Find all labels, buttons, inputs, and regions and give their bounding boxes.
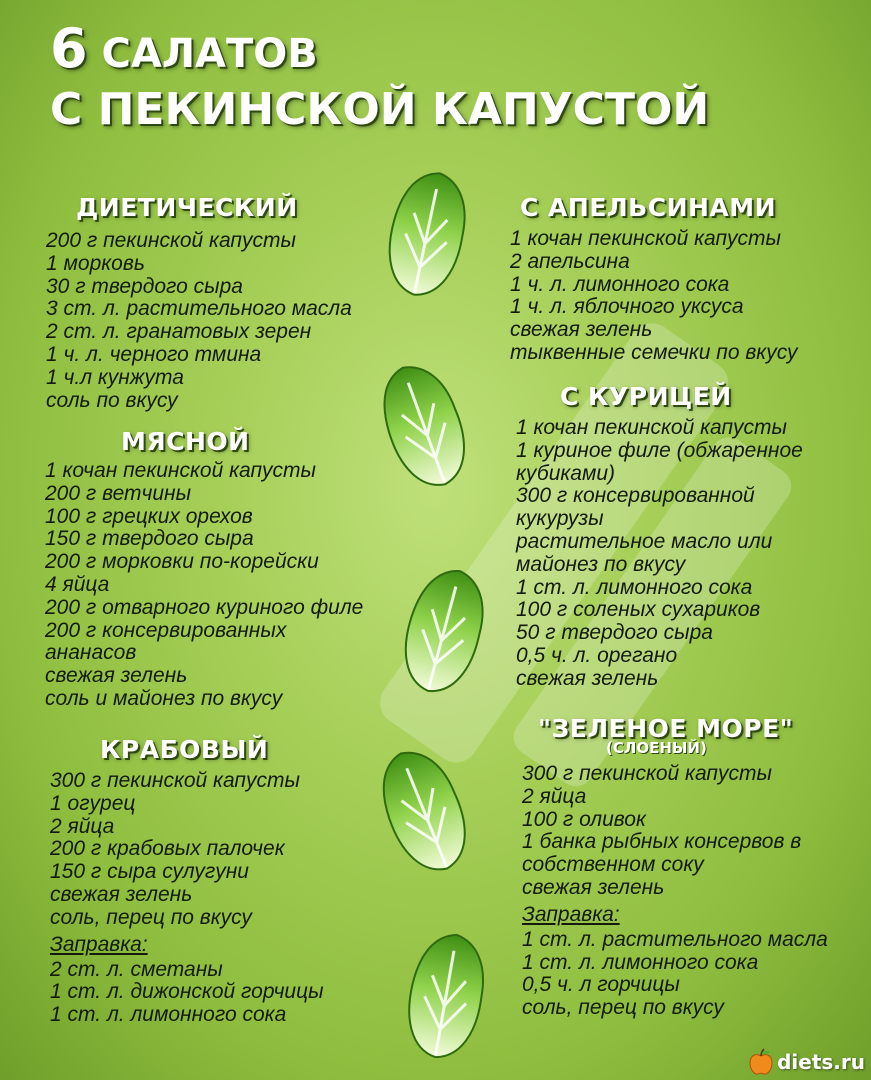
ingredient: 100 г грецких орехов [45, 504, 253, 528]
ingredient: 0,5 ч. л. орегано [516, 643, 678, 667]
ingredient: 200 г морковки по-корейски [45, 550, 319, 574]
dressing-label: Заправка: [50, 932, 148, 956]
dressing-item: 2 ст. л. сметаны [50, 957, 223, 981]
ingredient: свежая зелень [50, 882, 193, 906]
title-number: 6 [50, 17, 88, 80]
ingredient: 1 кочан пекинской капусты [516, 416, 787, 439]
recipe-title: КРАБОВЫЙ [100, 735, 269, 764]
dressing-item: 1 ст. л. лимонного сока [50, 1003, 287, 1027]
ingredient: свежая зелень [45, 664, 188, 688]
dressing-label: Заправка: [522, 902, 620, 926]
ingredient: 1 ч.л кунжута [46, 365, 184, 389]
recipe-crab [50, 735, 324, 1027]
recipe-chicken [516, 382, 803, 691]
ingredient: 2 яйца [50, 814, 115, 838]
ingredient: 1 кочан пекинской капусты [510, 227, 781, 250]
page-title [50, 17, 710, 139]
ingredient: 2 апельсина [510, 249, 630, 273]
ingredient: 150 г твердого сыра [45, 527, 254, 551]
ingredient: ананасов [45, 641, 137, 665]
ingredient: собственном соку [522, 853, 704, 877]
apple-logo-icon [748, 1048, 774, 1076]
ingredient-list [516, 417, 803, 691]
recipe-meat [45, 427, 363, 711]
title-line1: САЛАТОВ [101, 31, 318, 77]
ingredient-list [50, 770, 324, 930]
ingredient: 1 ч. л. черного тмина [46, 342, 262, 366]
ingredient-list [522, 763, 828, 900]
ingredient: 1 кочан пекинской капусты [45, 459, 316, 482]
recipe-title: "ЗЕЛЕНОЕ МОРЕ" [538, 714, 794, 743]
dressing-list [522, 929, 828, 1020]
ingredient: растительное масло или [516, 529, 773, 553]
ingredient-list [46, 230, 352, 412]
ingredient: 300 г пекинской капусты [522, 762, 772, 785]
ingredient: свежая зелень [516, 666, 659, 690]
ingredient: 1 ст. л. лимонного сока [516, 575, 753, 599]
ingredient: майонез по вкусу [516, 552, 686, 576]
ingredient-list [510, 228, 797, 365]
title-line2: С ПЕКИНСКОЙ КАПУСТОЙ [50, 84, 710, 135]
recipe-green-sea [522, 714, 828, 1020]
ingredient: соль, перец по вкусу [50, 905, 252, 929]
ingredient: 300 г консервированной [516, 484, 755, 508]
ingredient: 2 яйца [522, 784, 587, 808]
ingredient: свежая зелень [522, 875, 665, 899]
cabbage-icon [398, 565, 490, 697]
ingredient: 1 ч. л. яблочного уксуса [510, 295, 744, 319]
recipe-title: С КУРИЦЕЙ [560, 382, 732, 411]
cabbage-icon [378, 745, 470, 877]
ingredient: кубиками) [516, 461, 616, 485]
recipe-orange [510, 193, 797, 365]
recipe-title: С АПЕЛЬСИНАМИ [520, 193, 777, 222]
dressing-item: 1 ст. л. растительного масла [522, 927, 828, 951]
ingredient-list [45, 460, 363, 711]
ingredient: 200 г пекинской капусты [46, 229, 296, 252]
dressing-item: соль, перец по вкусу [522, 996, 724, 1020]
ingredient: 200 г крабовых палочек [50, 837, 285, 861]
ingredient: 50 г твердого сыра [516, 621, 713, 645]
ingredient: кукурузы [516, 507, 604, 531]
ingredient: 3 ст. л. растительного масла [46, 297, 352, 321]
ingredient: 100 г оливок [522, 807, 646, 831]
dressing-item: 0,5 ч. л горчицы [522, 973, 680, 997]
ingredient: 300 г пекинской капусты [50, 769, 300, 792]
ingredient: 200 г ветчины [45, 481, 192, 505]
ingredient: 2 ст. л. гранатовых зерен [46, 320, 312, 344]
dressing-item: 1 ст. л. лимонного сока [522, 950, 759, 974]
dressing-list [50, 959, 324, 1027]
ingredient: соль по вкусу [46, 388, 178, 412]
cabbage-icon [382, 168, 472, 300]
ingredient: 1 морковь [46, 251, 145, 275]
ingredient: 1 банка рыбных консервов в [522, 830, 802, 854]
ingredient: 4 яйца [45, 572, 110, 596]
logo-text: diets.ru [777, 1050, 865, 1074]
ingredient: 1 огурец [50, 791, 136, 815]
recipe-dietary [46, 193, 352, 412]
recipe-subtitle: (СЛОЕНЫЙ) [606, 739, 707, 757]
site-logo[interactable] [748, 1048, 865, 1076]
ingredient: свежая зелень [510, 318, 653, 342]
ingredient: 30 г твердого сыра [46, 274, 243, 298]
cabbage-icon [400, 930, 492, 1062]
ingredient: 150 г сыра сулугуни [50, 860, 249, 884]
recipe-title: ДИЕТИЧЕСКИЙ [76, 193, 298, 222]
ingredient: 200 г консервированных [45, 618, 287, 642]
ingredient: 1 ч. л. лимонного сока [510, 272, 730, 296]
recipe-title: МЯСНОЙ [121, 427, 250, 456]
ingredient: тыквенные семечки по вкусу [510, 340, 798, 364]
cabbage-icon [378, 360, 470, 492]
ingredient: 200 г отварного куриного филе [45, 595, 364, 619]
ingredient: 1 куриное филе (обжаренное [516, 438, 803, 462]
ingredient: соль и майонез по вкусу [45, 686, 283, 710]
ingredient: 100 г соленых сухариков [516, 598, 761, 622]
dressing-item: 1 ст. л. дижонской горчицы [50, 980, 324, 1004]
